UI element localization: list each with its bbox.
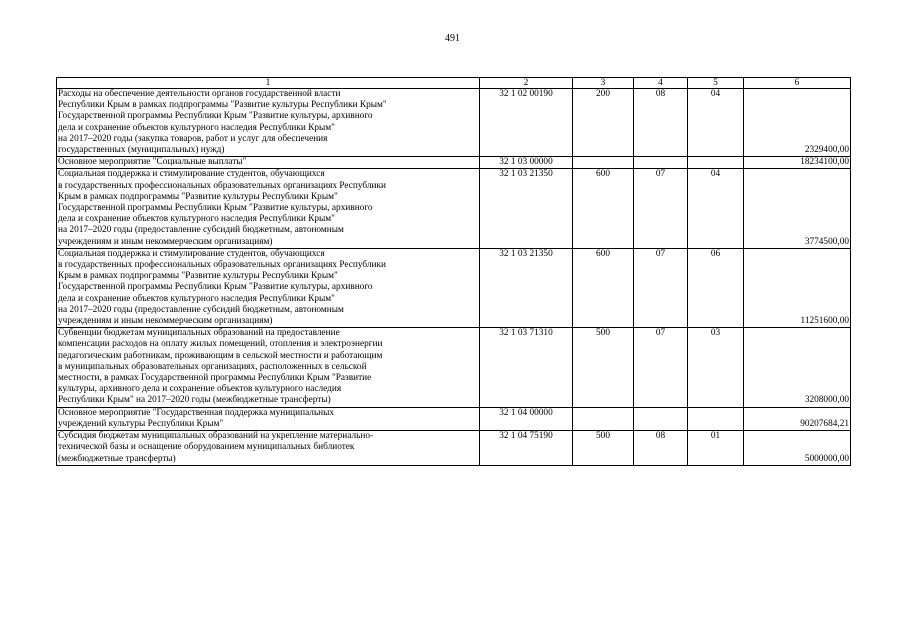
row-description: Расходы на обеспечение деятельности органов государственной власти Республики Крым в рамках подпрограммы "Развитие культуры Республики Крым" Государственной программы Республики Крым "Развитие культуры, архивного дела и сохранение объектов культурного наследия Республики Крым" на 2017–2020 годы (закупка товаров, работ и услуг для обеспечения государственных (муниципальных) нужд) [57, 89, 480, 157]
row-amount: 18234100,00 [744, 157, 851, 169]
row-subsection [688, 407, 744, 430]
row-target-code: 32 1 03 71310 [480, 328, 573, 407]
table-row [57, 248, 851, 327]
row-section: 07 [634, 169, 688, 248]
row-target-code: 32 1 02 00190 [480, 89, 573, 157]
row-expense-type: 600 [573, 248, 634, 327]
table-row [57, 89, 851, 157]
budget-table [56, 77, 851, 466]
table-row [57, 328, 851, 407]
row-description: Социальная поддержка и стимулирование студентов, обучающихся в государственных профессиональных образовательных организациях Республики Крым в рамках подпрограммы "Развитие культуры Республики Крым" Государственной программы Республики Крым "Развитие культуры, архивного дела и сохранение объектов культурного наследия Республики Крым" на 2017–2020 годы (предоставление субсидий бюджетным, автономным учреждениям и иным некоммерческим организациям) [57, 169, 480, 248]
row-description: Субвенции бюджетам муниципальных образований на предоставление компенсации расходов на оплату жилых помещений, отопления и электроэнергии педагогическим работникам, проживающим в сельской местности и работающим в муниципальных образовательных организациях, расположенных в сельской местности, в рамках Государственной программы Республики Крым "Развитие культуры, архивного дела и сохранение объектов культурного наследия Республики Крым" на 2017–2020 годы (межбюджетные трансферты) [57, 328, 480, 407]
row-expense-type [573, 407, 634, 430]
row-target-code: 32 1 03 21350 [480, 248, 573, 327]
row-amount: 2329400,00 [744, 89, 851, 157]
table-header-row [57, 78, 851, 89]
column-header: 3 [573, 78, 634, 89]
row-section [634, 157, 688, 169]
row-section [634, 407, 688, 430]
table-row [57, 157, 851, 169]
row-section: 07 [634, 248, 688, 327]
row-target-code: 32 1 04 00000 [480, 407, 573, 430]
page-number: 491 [445, 33, 460, 44]
row-subsection: 04 [688, 169, 744, 248]
row-section: 07 [634, 328, 688, 407]
table-row [57, 169, 851, 248]
row-amount: 11251600,00 [744, 248, 851, 327]
row-description: Субсидия бюджетам муниципальных образований на укрепление материально- технической базы и оснащение оборудованием муниципальных библиотек (межбюджетные трансферты) [57, 431, 480, 466]
row-target-code: 32 1 03 21350 [480, 169, 573, 248]
row-expense-type: 600 [573, 169, 634, 248]
row-subsection: 03 [688, 328, 744, 407]
column-header: 1 [57, 78, 480, 89]
row-expense-type: 500 [573, 328, 634, 407]
table-row [57, 431, 851, 466]
row-expense-type: 500 [573, 431, 634, 466]
row-amount: 90207684,21 [744, 407, 851, 430]
row-expense-type: 200 [573, 89, 634, 157]
row-subsection [688, 157, 744, 169]
table-row [57, 407, 851, 430]
row-amount: 3208000,00 [744, 328, 851, 407]
row-subsection: 06 [688, 248, 744, 327]
row-amount: 5000000,00 [744, 431, 851, 466]
row-subsection: 04 [688, 89, 744, 157]
row-section: 08 [634, 89, 688, 157]
column-header: 6 [744, 78, 851, 89]
row-description: Социальная поддержка и стимулирование студентов, обучающихся в государственных профессиональных образовательных организациях Республики Крым в рамках подпрограммы "Развитие культуры Республики Крым" Государственной программы Республики Крым "Развитие культуры, архивного дела и сохранение объектов культурного наследия Республики Крым" на 2017–2020 годы (предоставление субсидий бюджетным, автономным учреждениям и иным некоммерческим организациям) [57, 248, 480, 327]
row-subsection: 01 [688, 431, 744, 466]
row-section: 08 [634, 431, 688, 466]
row-expense-type [573, 157, 634, 169]
row-amount: 3774500,00 [744, 169, 851, 248]
column-header: 5 [688, 78, 744, 89]
column-header: 4 [634, 78, 688, 89]
row-target-code: 32 1 04 75190 [480, 431, 573, 466]
row-description: Основное мероприятие "Социальные выплаты" [57, 157, 480, 169]
row-description: Основное мероприятие "Государственная поддержка муниципальных учреждений культуры Республики Крым" [57, 407, 480, 430]
column-header: 2 [480, 78, 573, 89]
row-target-code: 32 1 03 00000 [480, 157, 573, 169]
